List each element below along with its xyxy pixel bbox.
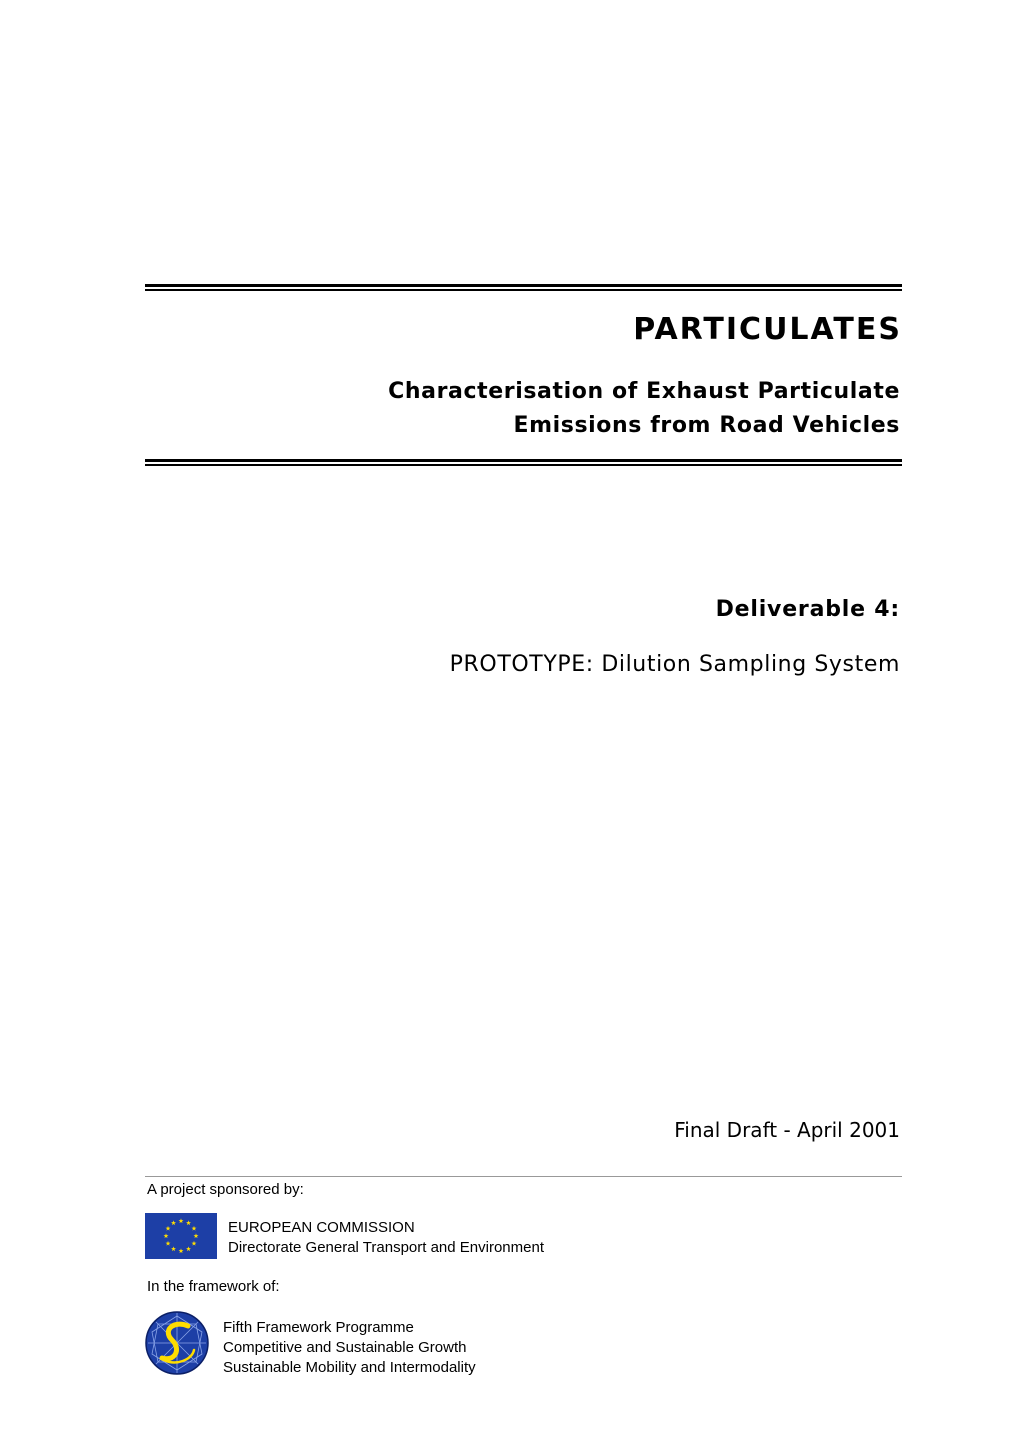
sponsor-intro: A project sponsored by: (147, 1181, 304, 1198)
framework-intro: In the framework of: (147, 1278, 280, 1295)
sponsor-org (228, 1218, 544, 1258)
sponsor-org-name: EUROPEAN COMMISSION (228, 1219, 415, 1236)
subtitle-line-1: Characterisation of Exhaust Particulate (388, 379, 900, 404)
fifth-framework-logo-icon (144, 1310, 210, 1376)
framework-programme (223, 1318, 476, 1378)
framework-line-2: Competitive and Sustainable Growth (223, 1339, 467, 1356)
bottom-double-rule (145, 459, 902, 466)
sponsor-org-division: Directorate General Transport and Environment (228, 1239, 544, 1256)
document-title: PARTICULATES (633, 312, 902, 347)
footer-divider (145, 1176, 902, 1177)
subtitle-line-2: Emissions from Road Vehicles (513, 413, 900, 438)
deliverable-description: PROTOTYPE: Dilution Sampling System (449, 652, 900, 677)
document-subtitle (260, 375, 900, 443)
deliverable-label: Deliverable 4: (715, 597, 900, 622)
eu-flag-icon (145, 1213, 217, 1259)
framework-line-3: Sustainable Mobility and Intermodality (223, 1359, 476, 1376)
top-double-rule (145, 284, 902, 291)
framework-line-1: Fifth Framework Programme (223, 1319, 414, 1336)
draft-date: Final Draft - April 2001 (674, 1118, 900, 1142)
